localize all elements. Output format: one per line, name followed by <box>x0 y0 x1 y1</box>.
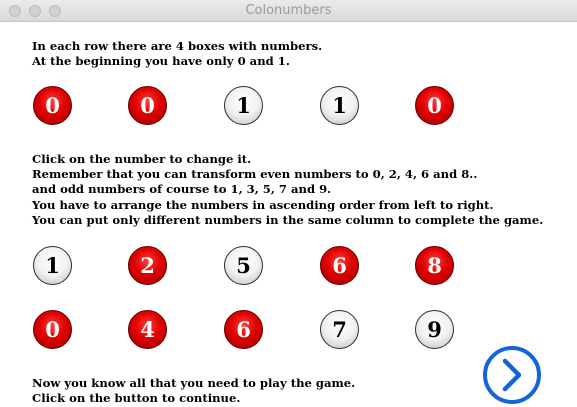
intro-text <box>32 39 322 69</box>
outro-line: Click on the button to continue. <box>32 391 241 406</box>
continue-button[interactable] <box>483 346 541 404</box>
number-ball[interactable]: 4 <box>128 310 167 349</box>
rules-text <box>32 152 543 228</box>
number-ball[interactable]: 0 <box>33 86 72 125</box>
number-ball[interactable]: 0 <box>128 86 167 125</box>
number-ball[interactable]: 6 <box>224 310 263 349</box>
rules-line: Click on the number to change it. <box>32 152 252 166</box>
number-ball[interactable]: 2 <box>128 246 167 285</box>
rules-line: Remember that you can transform even numbers to 0, 2, 4, 6 and 8.. <box>32 167 478 182</box>
outro-text <box>32 376 355 406</box>
chevron-right-icon <box>499 357 525 393</box>
number-ball[interactable]: 0 <box>33 310 72 349</box>
number-ball[interactable]: 8 <box>415 246 454 285</box>
rules-line: You can put only different numbers in the same column to complete the game. <box>32 212 544 227</box>
intro-line: At the beginning you have only 0 and 1. <box>32 54 290 69</box>
number-ball[interactable]: 1 <box>33 246 72 285</box>
number-ball[interactable]: 1 <box>320 86 359 125</box>
number-ball[interactable]: 1 <box>224 86 263 125</box>
window-title: Colonumbers <box>245 3 332 18</box>
number-ball[interactable]: 5 <box>224 246 263 285</box>
number-ball[interactable]: 6 <box>320 246 359 285</box>
number-ball[interactable]: 0 <box>415 86 454 125</box>
title-bar <box>0 0 577 22</box>
number-ball[interactable]: 9 <box>415 310 454 349</box>
rules-line: You have to arrange the numbers in ascending order from left to right. <box>32 197 494 212</box>
intro-line: In each row there are 4 boxes with numbers. <box>32 39 323 53</box>
outro-line: Now you know all that you need to play the game. <box>32 376 356 390</box>
rules-line: and odd numbers of course to 1, 3, 5, 7 and 9. <box>32 182 332 197</box>
number-ball[interactable]: 7 <box>320 310 359 349</box>
